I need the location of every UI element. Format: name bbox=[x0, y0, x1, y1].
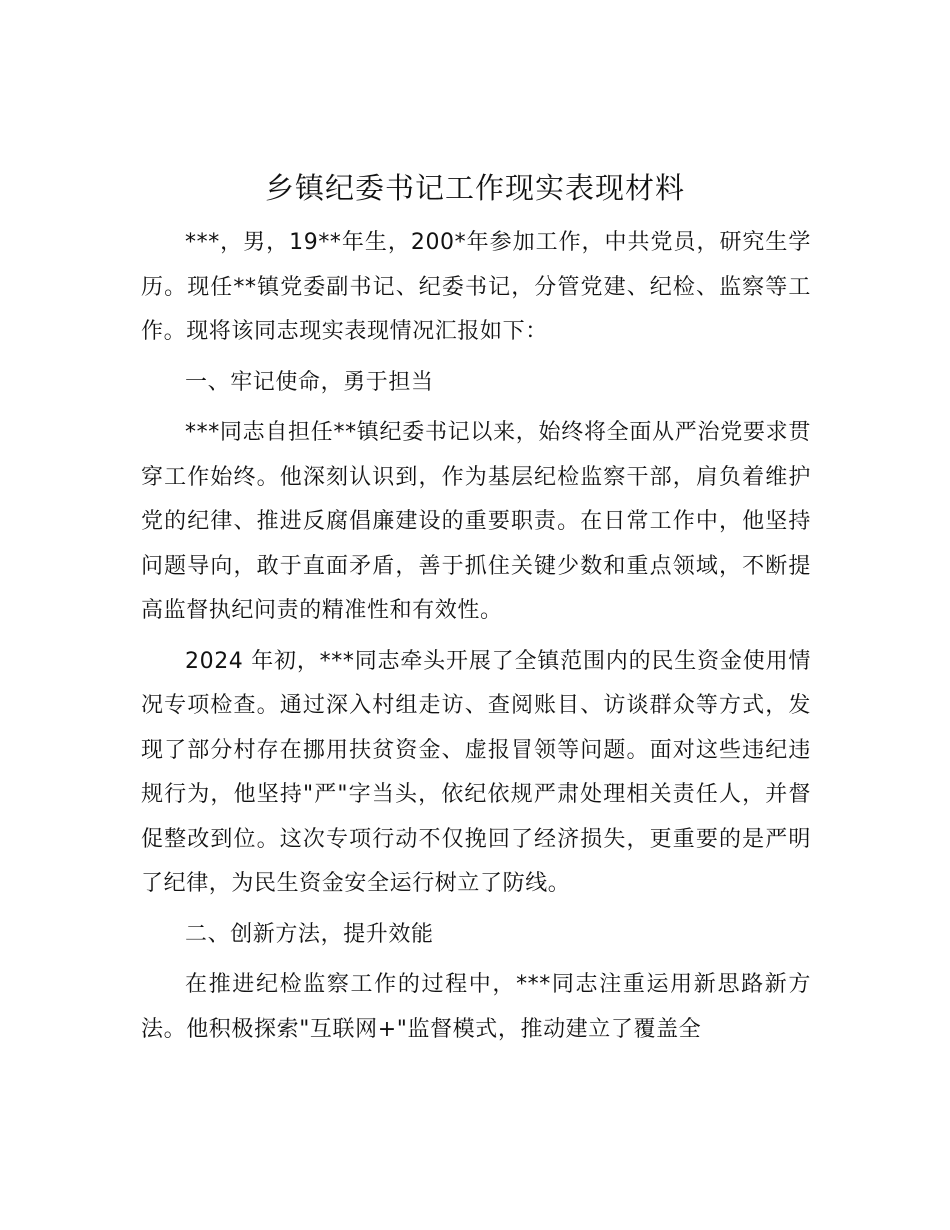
section-heading-2: 二、创新方法，提升效能 bbox=[185, 921, 434, 947]
document-body bbox=[141, 221, 811, 1058]
section-1-paragraph-2: 2024 年初，***同志牵头开展了全镇范围内的民生资金使用情况专项检查。通过深入村组走访、查阅账目、访谈群众等方式，发现了部分村存在挪用扶贫资金、虚报冒领等问题。面对这些违纪违规行为，他坚持"严"字当头，依纪依规严肃处理相关责任人，并督促整改到位。这次专项行动不仅挽回了经济损失，更重要的是严明了纪律，为民生资金安全运行树立了防线。 bbox=[141, 648, 811, 896]
section-heading-1: 一、牢记使命，勇于担当 bbox=[185, 369, 434, 395]
section-1-paragraph-1: ***同志自担任**镇纪委书记以来，始终将全面从严治党要求贯穿工作始终。他深刻认识到，作为基层纪检监察干部，肩负着维护党的纪律、推进反腐倡廉建设的重要职责。在日常工作中，他坚持问题导向，敢于直面矛盾，善于抓住关键少数和重点领域，不断提高监督执纪问责的精准性和有效性。 bbox=[141, 420, 811, 623]
intro-paragraph: ***，男，19**年生，200*年参加工作，中共党员，研究生学历。现任**镇党委副书记、纪委书记，分管党建、纪检、监察等工作。现将该同志现实表现情况汇报如下： bbox=[141, 230, 811, 344]
section-2-paragraph-1: 在推进纪检监察工作的过程中，***同志注重运用新思路新方法。他积极探索"互联网+"监督模式，推动建立了覆盖全 bbox=[141, 972, 811, 1042]
document-title: 乡镇纪委书记工作现实表现材料 bbox=[264, 171, 685, 205]
